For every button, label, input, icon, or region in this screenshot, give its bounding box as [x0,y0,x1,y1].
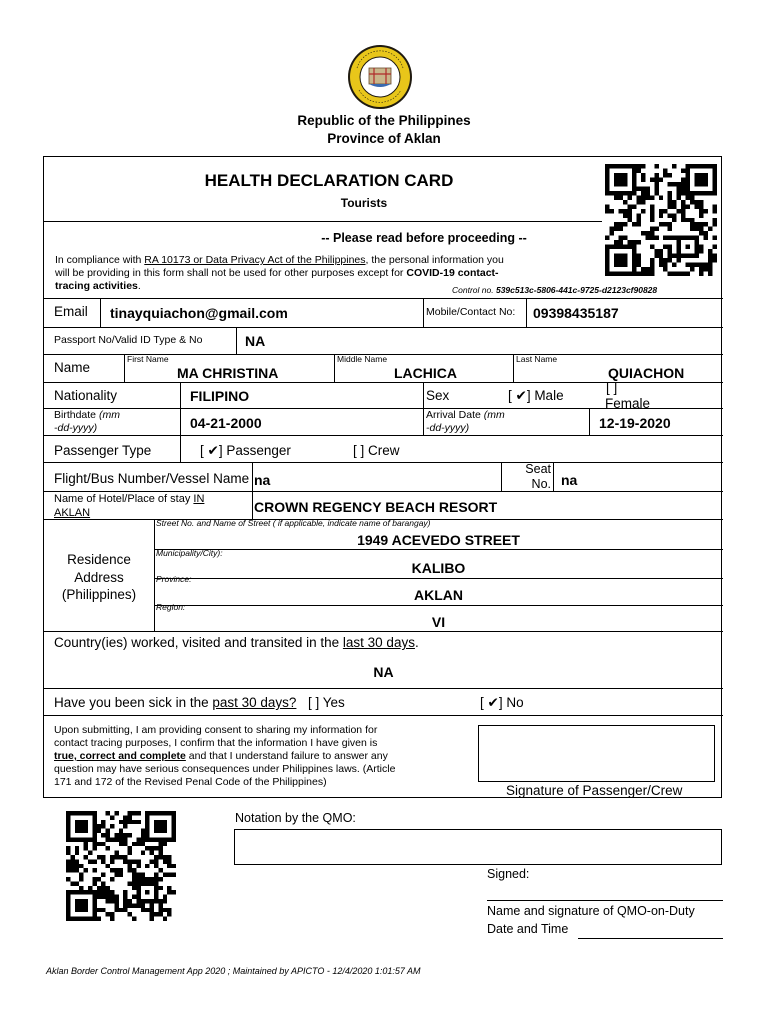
qr-code-bottom [66,810,176,922]
seat-label-no: No. [531,477,551,491]
date-time-label: Date and Time [487,922,569,936]
card-title: HEALTH DECLARATION CARD [204,171,454,190]
countries-label: Country(ies) worked, visited and transited in the last 30 days. [54,635,419,650]
municipality-value: KALIBO [411,560,466,576]
mobile-label: Mobile/Contact No: [426,306,516,318]
region-value: VI [431,614,446,630]
consent-line-5: 171 and 172 of the Revised Penal Code of the Philippines) [54,776,327,788]
name-label: Name [54,360,91,375]
passport-label: Passport No/Valid ID Type & No [54,334,203,346]
arrival-value: 12-19-2020 [599,415,671,431]
residence-label-1: Residence [67,552,131,567]
birthdate-format: -dd-yyyy) [54,422,98,434]
consent-line-1: Upon submitting, I am providing consent to sharing my information for [54,724,378,736]
health-declaration-form [43,156,722,798]
consent-line-2: contact tracing purposes, I confirm that the information I have given is [54,737,378,749]
sick-no-option[interactable]: [ ✔] No [480,695,524,710]
signature-box[interactable] [478,725,715,782]
signature-label: Signature of Passenger/Crew [506,783,683,798]
residence-label-3: (Philippines) [61,587,137,602]
flight-value: na [254,472,271,488]
province-value: AKLAN [414,587,463,603]
nationality-value: FILIPINO [190,388,250,404]
footer-text: Aklan Border Control Management App 2020 ; Maintained by APICTO - 12/4/2020 1:01:57 AM [46,966,421,976]
email-label: Email [54,304,88,319]
consent-line-4: question may have serious consequences under Philippines laws. (Article [54,763,396,775]
male-option[interactable]: [ ✔] Male [508,388,564,403]
street-value: 1949 ACEVEDO STREET [357,532,520,548]
header-province: Province of Aklan [327,131,441,146]
passenger-option[interactable]: [ ✔] Passenger [200,443,291,458]
control-number: Control no. 539c513c-5806-441c-9725-d2123cf90828 [452,285,658,295]
last-name-label: Last Name [516,354,558,364]
passport-value: NA [245,333,266,349]
sex-label: Sex [426,388,450,403]
qr-code-top [605,163,717,277]
compliance-line-2: will be providing in this form shall not be used for other purposes except for COVID-19 contact- [55,267,499,279]
card-subtitle: Tourists [340,196,388,210]
passenger-type-label: Passenger Type [54,443,152,458]
consent-line-3: true, correct and complete and that I understand failure to answer any [54,750,388,762]
street-label: Street No. and Name of Street ( if applicable, indicate name of barangay) [156,518,431,528]
municipality-label: Municipality/City): [156,548,223,558]
birthdate-value: 04-21-2000 [190,415,262,431]
hotel-label: Name of Hotel/Place of stay IN [54,493,205,505]
residence-label-2: Address [74,570,124,585]
crew-option[interactable]: [ ] Crew [353,443,400,458]
signed-label: Signed: [487,867,530,881]
hotel-value: CROWN REGENCY BEACH RESORT [254,499,498,515]
email-value: tinayquiachon@gmail.com [110,305,288,321]
female-option: Female [605,396,651,411]
notice: -- Please read before proceeding -- [321,231,527,245]
notation-box[interactable] [234,829,722,865]
flight-label: Flight/Bus Number/Vessel Name [54,471,250,486]
first-name-value: MA CHRISTINA [177,365,279,381]
sick-yes-option[interactable]: [ ] Yes [308,695,345,710]
hotel-label-aklan: AKLAN [54,507,91,519]
header-republic: Republic of the Philippines [297,113,471,128]
middle-name-label: Middle Name [337,354,388,364]
arrival-label: Arrival Date (mm [426,409,505,421]
birthdate-label: Birthdate (mm [54,409,120,421]
nationality-label: Nationality [54,388,118,403]
first-name-label: First Name [127,354,169,364]
middle-name-value: LACHICA [394,365,457,381]
sick-label: Have you been sick in the past 30 days? [54,695,297,710]
qmo-name-signature-label: Name and signature of QMO-on-Duty [487,904,695,918]
province-seal-icon [347,44,413,110]
last-name-value: QUIACHON [608,365,685,381]
compliance-line-1: In compliance with RA 10173 or Data Privacy Act of the Philippines, the personal information you [55,254,504,266]
notation-label: Notation by the QMO: [235,811,356,825]
province-label: Province: [156,574,192,584]
region-label: Region: [156,602,186,612]
countries-value: NA [373,664,394,680]
mobile-value: 09398435187 [533,305,619,321]
seat-label: Seat [525,462,551,476]
female-checkbox[interactable]: [ ] [606,380,618,395]
compliance-line-3: tracing activities. [55,280,141,292]
arrival-format: -dd-yyyy) [426,422,470,434]
seat-value: na [561,472,578,488]
